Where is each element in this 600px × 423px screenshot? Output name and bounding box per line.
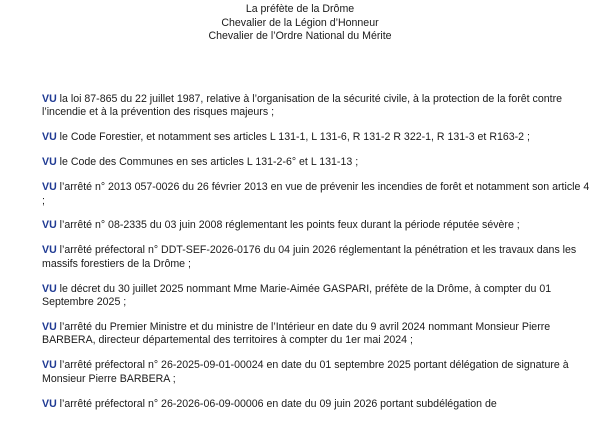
vu-text: l’arrêté n° 08-2335 du 03 juin 2008 réglementant les points feux durant la période réputée sévère ; bbox=[56, 219, 520, 232]
header-legion-honneur: Chevalier de la Légion d’Honneur bbox=[221, 16, 379, 29]
vu-text: le Code des Communes en ses articles L 131-2-6° et L 131-13 ; bbox=[56, 156, 359, 169]
vu-text: l’arrêté du Premier Ministre et du ministre de l’Intérieur en date du 9 avril 2024 nommant Monsieur Pierre BARBERA, directeur départemental des territoires à compter du 1er mai 2024 ; bbox=[42, 320, 551, 347]
vu-text: l’arrêté préfectoral n° 26-2025-09-01-00024 en date du 01 septembre 2025 portant délégation de signature à Monsieur Pierre BARBERA ; bbox=[42, 359, 569, 385]
vu-text: le décret du 30 juillet 2025 nommant Mme Marie-Aimée GASPARI, préfète de la Drôme, à compter du 01 Septembre 2025 ; bbox=[42, 282, 552, 309]
vu-keyword: VU bbox=[42, 244, 57, 257]
vu-paragraph bbox=[42, 359, 592, 386]
vu-text: le Code Forestier, et notamment ses articles L 131-1, L 131-6, R 131-2 R 322-1, R 131-3 et R163-2 ; bbox=[56, 131, 530, 144]
vu-keyword: VU bbox=[42, 359, 57, 372]
vu-paragraph bbox=[42, 181, 592, 208]
vu-paragraph bbox=[42, 321, 592, 348]
vu-keyword: VU bbox=[42, 397, 57, 410]
vu-paragraph bbox=[42, 93, 592, 120]
vu-text: l’arrêté n° 2013 057-0026 du 26 février 2013 en vue de prévenir les incendies de forêt et notamment son article 4 ; bbox=[42, 181, 590, 207]
vu-paragraph bbox=[42, 283, 592, 310]
vu-paragraph bbox=[42, 219, 592, 232]
vu-keyword: VU bbox=[42, 156, 57, 169]
vu-keyword: VU bbox=[42, 93, 57, 105]
header-ordre-merite: Chevalier de l’Ordre National du Mérite bbox=[208, 30, 392, 42]
vu-text: la loi 87-865 du 22 juillet 1987, relative à l’organisation de la sécurité civile, à la protection de la forêt contre l’incendie et à la prévention des risques majeurs ; bbox=[42, 93, 562, 119]
vu-paragraph bbox=[42, 244, 592, 271]
document-header bbox=[0, 3, 600, 44]
document-body bbox=[42, 93, 592, 423]
vu-keyword: VU bbox=[42, 131, 57, 144]
vu-keyword: VU bbox=[42, 219, 57, 232]
vu-keyword: VU bbox=[42, 181, 57, 194]
vu-paragraph bbox=[42, 156, 592, 169]
vu-keyword: VU bbox=[42, 320, 57, 333]
vu-text: l’arrêté préfectoral n° DDT-SEF-2026-0176 du 04 juin 2026 réglementant la pénétration et les travaux dans les massifs forestiers de la Drôme ; bbox=[42, 244, 577, 270]
header-prefect-title: La préfète de la Drôme bbox=[245, 3, 355, 15]
vu-keyword: VU bbox=[42, 282, 57, 295]
vu-text: l’arrêté préfectoral n° 26-2026-06-09-00006 en date du 09 juin 2026 portant subdélégation de bbox=[56, 397, 497, 410]
vu-paragraph bbox=[42, 131, 592, 144]
